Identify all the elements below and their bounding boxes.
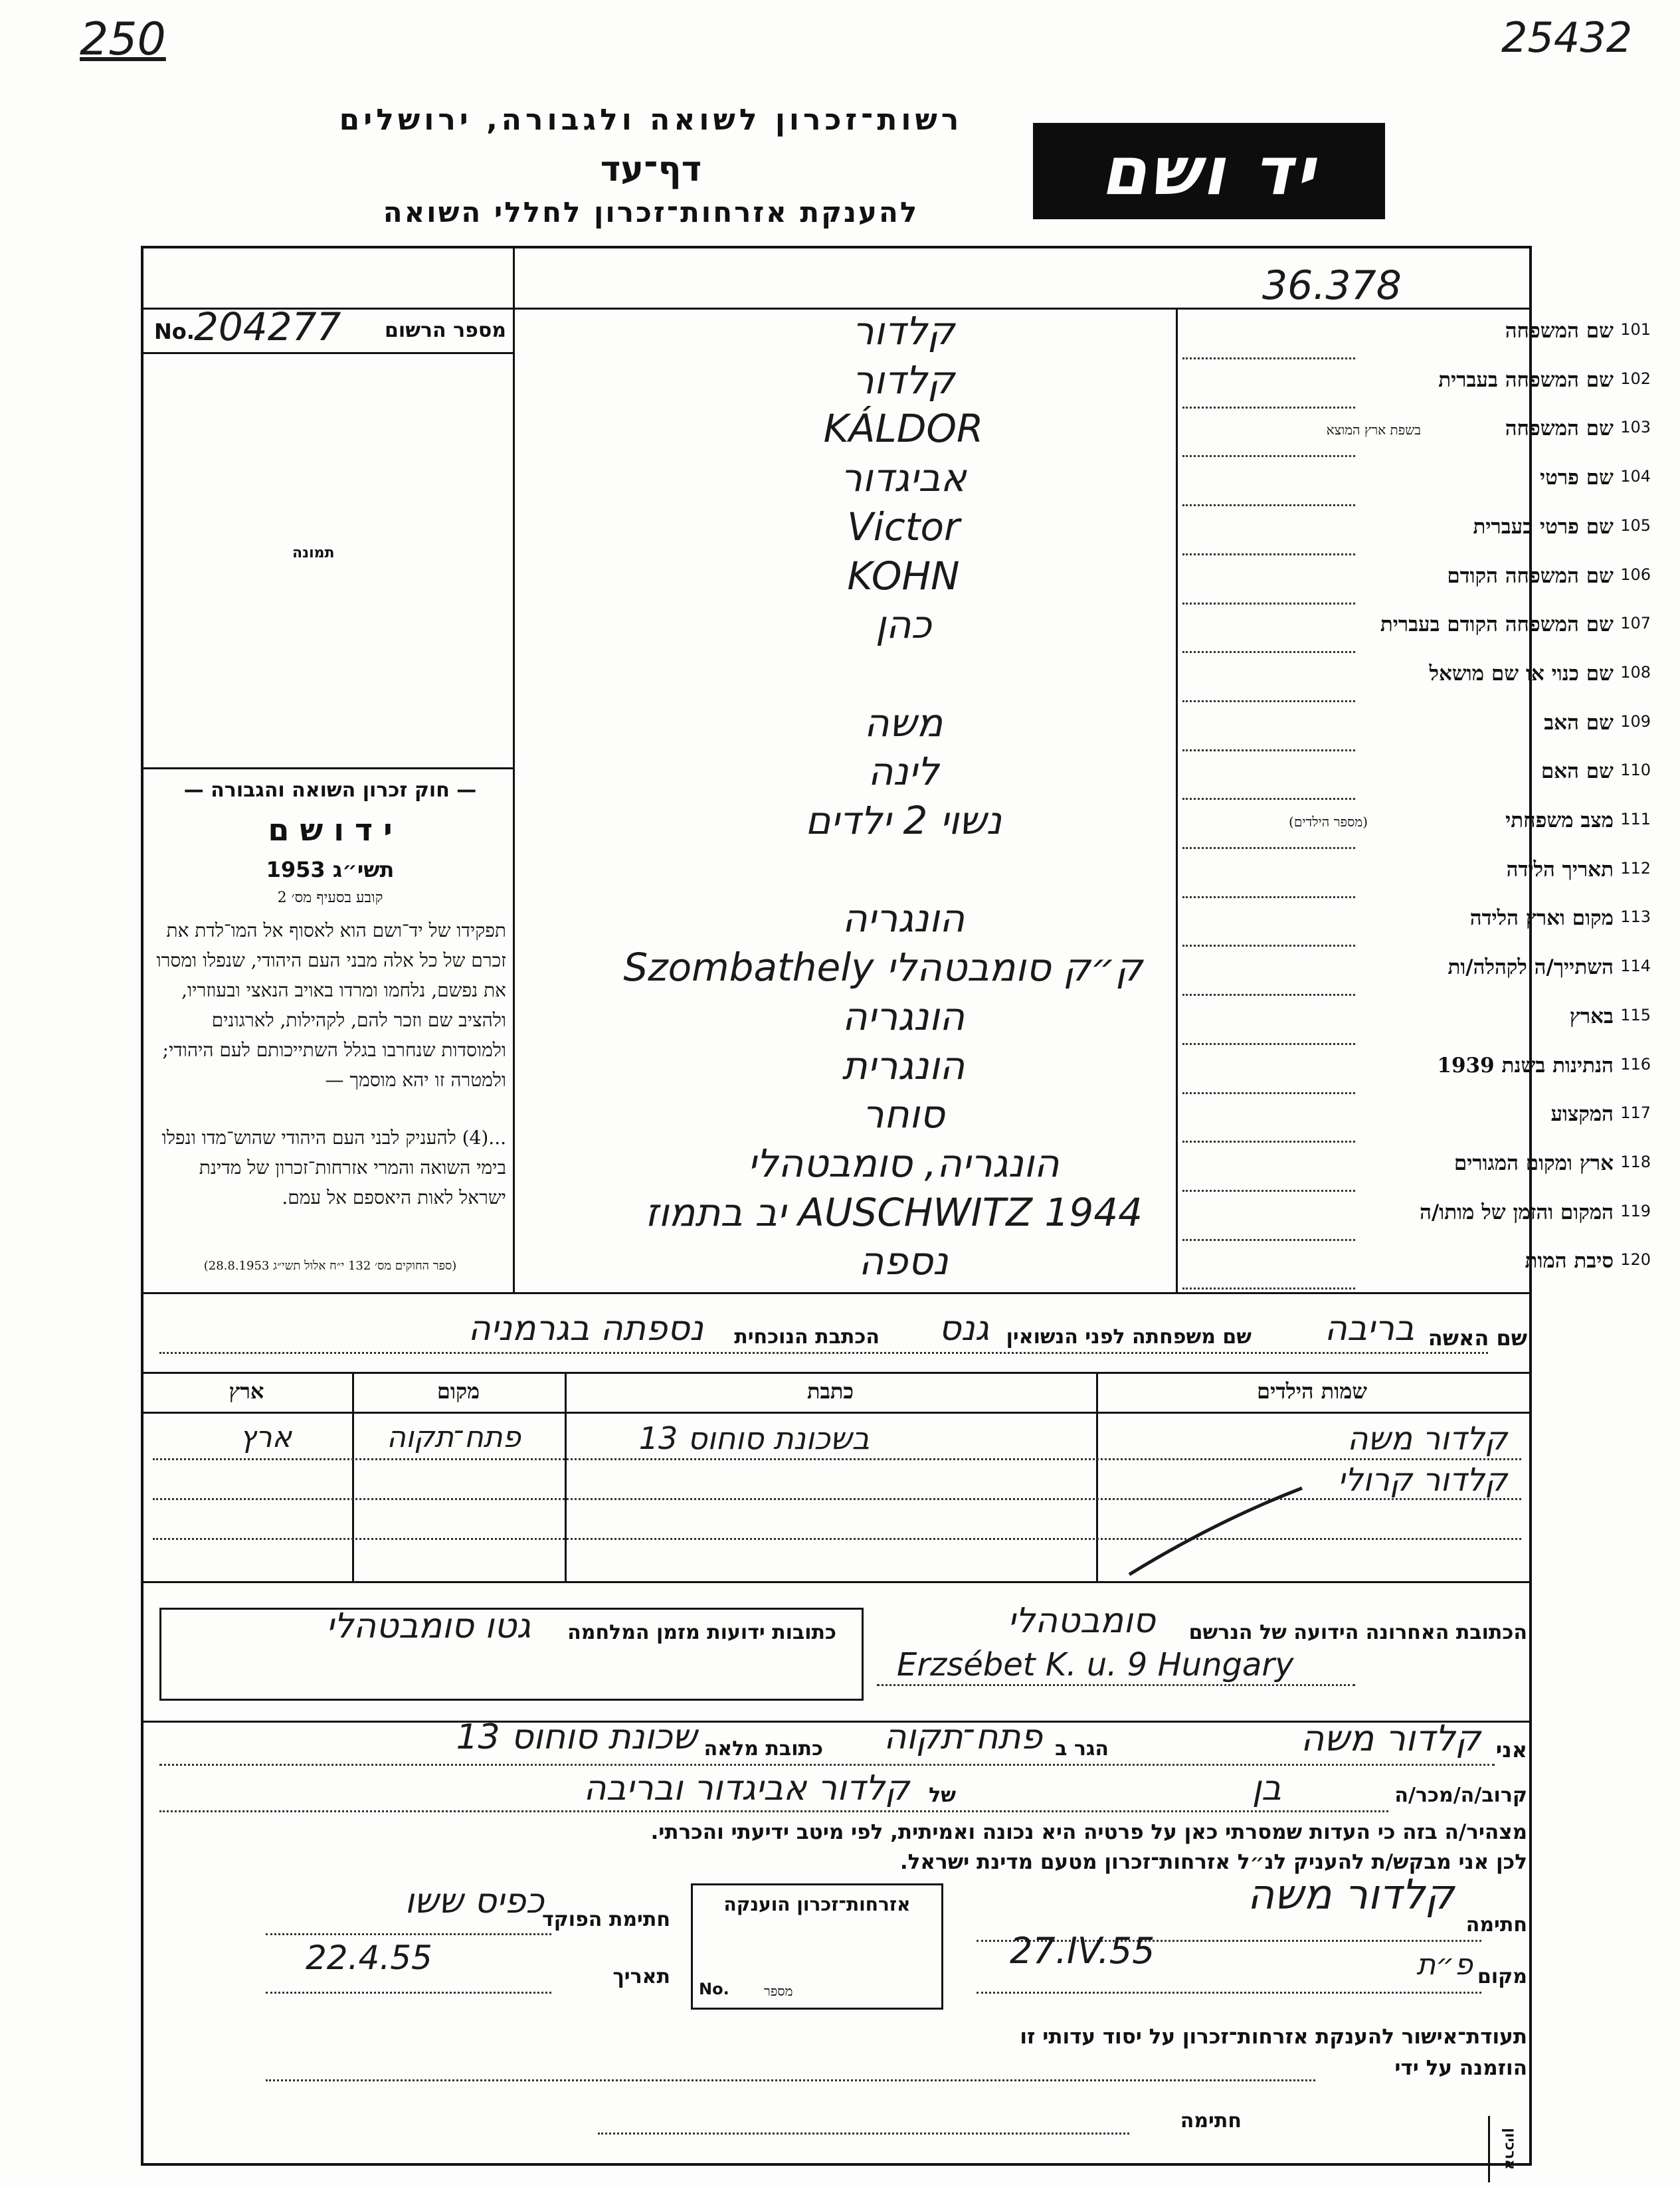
field-label: המקום והזמן של מותו/ה <box>1420 1200 1614 1224</box>
field-number: 113 <box>1620 907 1651 926</box>
field-row-109 <box>0 700 1680 753</box>
relation-value: בן <box>1252 1768 1281 1808</box>
children-header-bottom <box>141 1412 1532 1414</box>
wife-address-label: הכתבת הנוכחית <box>734 1325 880 1349</box>
field-row-110 <box>0 749 1680 802</box>
field-value: ק״ק סומבטהלי Szombathely <box>623 945 1143 990</box>
registry-prefix: No. <box>154 319 195 344</box>
field-label: שם האב <box>1544 711 1614 735</box>
law-footnote: (ספר החוקים מס׳ 132 י״ח אלול תשי״ג 28.8.1953) <box>203 1259 457 1273</box>
field-value: Victor <box>847 504 960 549</box>
field-number: 118 <box>1620 1153 1651 1171</box>
place-label: מקום <box>1477 1965 1527 1988</box>
law-body: תפקידו של יד־ושם הוא לאסוף אל המו־לדת את זכרם של כל אלה מבני העם היהודי, שנפלו ומסרו את נפשם, נלחמו ומרדו באויב הנאצי ובעוזריו, ולהציב שם וזכר להם, לקהילות, לארגונים ולמוסדות שנחרבו בגלל השתייכותם לעם היהודי; ולמטרה זו יהא מוסמך — <box>156 919 506 1091</box>
field-dotline <box>1182 504 1355 506</box>
field-number: 101 <box>1620 320 1651 339</box>
certificate-sig-dotline <box>598 2133 1129 2135</box>
field-row-103 <box>0 406 1680 459</box>
field-label: ארץ ומקום המגורים <box>1453 1151 1614 1175</box>
field-number: 104 <box>1620 467 1651 486</box>
reg-number-handwritten: 36.378 <box>1262 262 1402 309</box>
field-row-104 <box>0 455 1680 508</box>
field-label: השתייך/ה לקהלה/ות <box>1447 955 1614 979</box>
relation-dotline <box>159 1810 1388 1812</box>
field-label: שם האם <box>1540 759 1614 783</box>
official-box-number-label: מספר <box>764 1983 793 1999</box>
clerk-date-dotline <box>266 1992 551 1994</box>
wife-maiden-value: גנס <box>939 1309 989 1349</box>
field-label: שם המשפחה הקודם <box>1447 564 1614 588</box>
field-number: 114 <box>1620 957 1651 975</box>
declarant-dotline <box>159 1764 1495 1766</box>
children-header-names: שמות הילדים <box>1257 1379 1367 1404</box>
field-value: הונגרית <box>842 1043 965 1088</box>
wartime-value: גטו סומבטהלי <box>326 1606 531 1646</box>
certificate-dotline <box>266 2079 1315 2081</box>
law-body2: ...(4) להעניק לבני העם היהודי שהוש־מדו ונפלו בימי השואה והמרי אזרחות־זכרון של מדינת ישראל לאות היאספם אל עמם. <box>161 1127 506 1208</box>
signature-value: קלדור משה <box>1247 1870 1454 1919</box>
field-dotline <box>1182 407 1355 409</box>
field-number: 117 <box>1620 1103 1651 1122</box>
field-value: משה <box>864 700 943 745</box>
last-address-dotline <box>877 1684 1355 1686</box>
field-row-102 <box>0 357 1680 411</box>
field-row-111 <box>0 798 1680 851</box>
field-row-116 <box>0 1043 1680 1096</box>
law-section: קובע בסעיף מס׳ 2 <box>277 890 383 906</box>
last-address-value: סומבטהלי <box>1007 1601 1155 1641</box>
field-number: 103 <box>1620 418 1651 436</box>
field-label: שם פרטי <box>1539 466 1614 490</box>
field-label: מצב משפחתי <box>1505 808 1614 832</box>
field-dotline <box>1182 994 1355 996</box>
field-number: 106 <box>1620 565 1651 584</box>
field-number: 111 <box>1620 810 1651 828</box>
relation-label: קרוב/ה/מכר/ה <box>1394 1784 1527 1807</box>
corner-number-left: 250 <box>80 13 166 66</box>
field-dotline <box>1182 455 1355 457</box>
field-label-small: בשפת ארץ המוצא <box>1326 422 1421 438</box>
registry-label: מספר הרשום <box>385 319 506 342</box>
field-number: 105 <box>1620 516 1651 535</box>
field-dotline <box>1182 847 1355 849</box>
field-value: אביגדור <box>840 455 967 500</box>
official-box-no: No. <box>699 1980 729 1998</box>
field-dotline <box>1182 357 1355 359</box>
field-row-117 <box>0 1092 1680 1145</box>
children-header-country: ארץ <box>229 1379 264 1404</box>
field-dotline <box>1182 1141 1355 1143</box>
declarant-i-label: אני <box>1495 1737 1527 1762</box>
field-row-108 <box>0 655 1680 704</box>
field-number: 109 <box>1620 712 1651 731</box>
declaration-line1: מצהיר/ה בזה כי העדות שמסרתי כאן על פרטיה היא נכונה ואמיתית, לפי מיטב ידיעתי והכרתי. <box>650 1820 1527 1844</box>
wife-top-line <box>141 1292 1532 1294</box>
last-address-value2: Erzsébet K. u. 9 Hungary <box>897 1646 1294 1683</box>
field-value: AUSCHWITZ 1944 יב בתמוז <box>644 1190 1143 1235</box>
field-value: הונגריה, סומבטהלי <box>747 1141 1060 1186</box>
field-row-114 <box>0 945 1680 998</box>
field-label: סיבת המות <box>1525 1249 1614 1273</box>
children-header-address: כתבת <box>806 1379 854 1404</box>
declarant-city: פתח־תקוה <box>884 1717 1042 1757</box>
field-dotline <box>1182 749 1355 751</box>
clerk-date-label: תאריך <box>612 1965 670 1988</box>
field-number: 108 <box>1620 663 1651 682</box>
law-title: — חוק זכרון השואה והגבורה — <box>183 779 477 802</box>
field-number: 110 <box>1620 761 1651 779</box>
children-row-line2 <box>153 1498 1521 1500</box>
field-value: קלדור <box>852 308 955 353</box>
field-label: מקום וארץ הלידה <box>1469 906 1614 930</box>
header-line2: דף־עד <box>600 149 702 189</box>
wife-address-value: נספתה בגרמניה <box>468 1309 703 1349</box>
clerk-sig-label: חתימת הפוקד <box>542 1908 670 1931</box>
header-line1: רשות־זכרון לשואה ולגבורה, ירושלים <box>339 103 963 137</box>
field-value: נשוי 2 ילדים <box>805 798 1002 843</box>
field-label: בארץ <box>1569 1004 1614 1028</box>
field-label: הנתינות בשנת 1939 <box>1437 1054 1614 1078</box>
field-row-107 <box>0 602 1680 655</box>
field-dotline <box>1182 1239 1355 1241</box>
header-line3: להענקת אזרחות־זכרון לחללי השואה <box>383 196 919 229</box>
field-value: סוחר <box>862 1092 945 1137</box>
official-box-title: אזרחות־זכרון הוענקה <box>723 1893 911 1915</box>
children-row-line3 <box>153 1538 1521 1540</box>
certificate-line2: הוזמנה על ידי <box>1394 2056 1527 2080</box>
field-value: הונגריה <box>842 994 965 1039</box>
address-top <box>141 1581 1532 1583</box>
field-row-118 <box>0 1141 1680 1194</box>
wife-value: בריבה <box>1324 1309 1414 1349</box>
field-row-105 <box>0 504 1680 557</box>
field-number: 116 <box>1620 1055 1651 1074</box>
field-dotline <box>1182 651 1355 653</box>
field-number: 102 <box>1620 369 1651 388</box>
field-value: קלדור <box>852 357 955 403</box>
field-label: שם המשפחה בעברית <box>1438 368 1614 392</box>
field-dotline <box>1182 1190 1355 1192</box>
of-label: של <box>929 1784 956 1807</box>
field-label: המקצוע <box>1550 1102 1614 1126</box>
field-dotline <box>1182 1092 1355 1094</box>
certificate-line1: תעודת־אישור להענקת אזרחות־זכרון על יסוד עדותי זו <box>1020 2025 1527 2049</box>
declarant-name: קלדור משה <box>1300 1717 1481 1759</box>
law-name: י ד ו ש ם <box>268 812 393 848</box>
field-value: לינה <box>868 749 939 794</box>
registry-value: 204277 <box>194 304 341 349</box>
field-row-119 <box>0 1190 1680 1243</box>
field-value: KOHN <box>847 553 960 599</box>
archive-side-stamp-text: ארכיון <box>1501 2128 1519 2170</box>
field-dotline <box>1182 896 1355 898</box>
field-dotline <box>1182 700 1355 702</box>
children-header-place: מקום <box>436 1379 480 1404</box>
children-row-line1 <box>153 1458 1521 1460</box>
archive-side-stamp <box>1488 2116 1530 2182</box>
field-dotline <box>1182 798 1355 800</box>
field-number: 120 <box>1620 1250 1651 1269</box>
field-value: הונגריה <box>842 896 965 941</box>
corner-number-right: 25432 <box>1501 13 1633 62</box>
wife-label: שם האשה <box>1428 1325 1527 1351</box>
last-address-label: הכתובת האחרונה הידועה של הנרשם <box>1188 1621 1527 1644</box>
clerk-sig-dotline <box>266 1933 551 1935</box>
field-row-112 <box>0 851 1680 900</box>
field-value: כהן <box>875 602 932 647</box>
law-year: תשי״ג 1953 <box>266 857 395 882</box>
field-dotline <box>1182 603 1355 605</box>
field-label: תאריך הלידה <box>1506 858 1614 882</box>
clerk-sig-value: כפיס ששו <box>405 1881 544 1921</box>
declarant-resident-label: הגר ב <box>1055 1737 1109 1760</box>
field-dotline <box>1182 1043 1355 1045</box>
field-label: שם המשפחה הקודם בעברית <box>1380 613 1614 636</box>
clerk-date-value: 22.4.55 <box>306 1939 432 1977</box>
child-name-1: קלדור משה <box>1347 1420 1507 1458</box>
signature-label: חתימה <box>1465 1913 1527 1937</box>
declarant-full-address: שכונת סוחוס 13 <box>456 1717 697 1757</box>
field-label: שם כנוי או שם מושאל <box>1429 662 1614 686</box>
field-row-115 <box>0 994 1680 1047</box>
field-value: נספה <box>858 1238 949 1284</box>
field-dotline <box>1182 1287 1355 1289</box>
child-place-1: פתח־תקוה <box>387 1420 521 1454</box>
child-country-1: ארץ <box>240 1420 292 1454</box>
certificate-signature-label: חתימה <box>1180 2109 1242 2133</box>
field-number: 107 <box>1620 614 1651 632</box>
field-row-101 <box>0 308 1680 361</box>
field-label: שם המשפחה <box>1505 417 1614 440</box>
field-value: KÁLDOR <box>823 406 984 451</box>
child-address-1: בשכונת סוחוס 13 <box>638 1420 870 1456</box>
photo-label: תמונה <box>292 545 335 561</box>
yad-vashem-logo <box>1033 123 1385 219</box>
child-name-2: קלדור קרולי <box>1337 1462 1507 1499</box>
field-row-120 <box>0 1238 1680 1291</box>
declaration-line2: לכן אני מבקש/ת להעניק לנ״ל אזרחות־זכרון מטעם מדינת ישראל. <box>899 1850 1527 1874</box>
field-label-small: (מספר הילדים) <box>1289 814 1368 830</box>
field-label: שם פרטי בעברית <box>1473 515 1614 539</box>
field-number: 119 <box>1620 1202 1651 1220</box>
wife-maiden-label: שם משפחתה לפני הנשואין <box>1006 1325 1252 1349</box>
logo-text: יד ושם <box>1101 132 1317 210</box>
children-header-top <box>141 1372 1532 1374</box>
field-number: 112 <box>1620 859 1651 878</box>
wartime-label: כתובות ידועות מזמן המלחמה <box>567 1621 836 1644</box>
declarant-full-address-label: כתובת מלאה <box>703 1737 823 1760</box>
field-dotline <box>1182 945 1355 947</box>
field-number: 115 <box>1620 1006 1651 1024</box>
place-value: פ״ת <box>1416 1948 1473 1982</box>
field-dotline <box>1182 553 1355 555</box>
wife-dotline <box>159 1352 1488 1354</box>
children-strike-mark <box>1116 1481 1315 1581</box>
of-value: קלדור אביגדור ובריבה <box>583 1768 909 1808</box>
place-dotline <box>977 1992 1481 1994</box>
field-label: שם המשפחה <box>1505 319 1614 343</box>
declarant-date: 27.IV.55 <box>1010 1930 1155 1972</box>
